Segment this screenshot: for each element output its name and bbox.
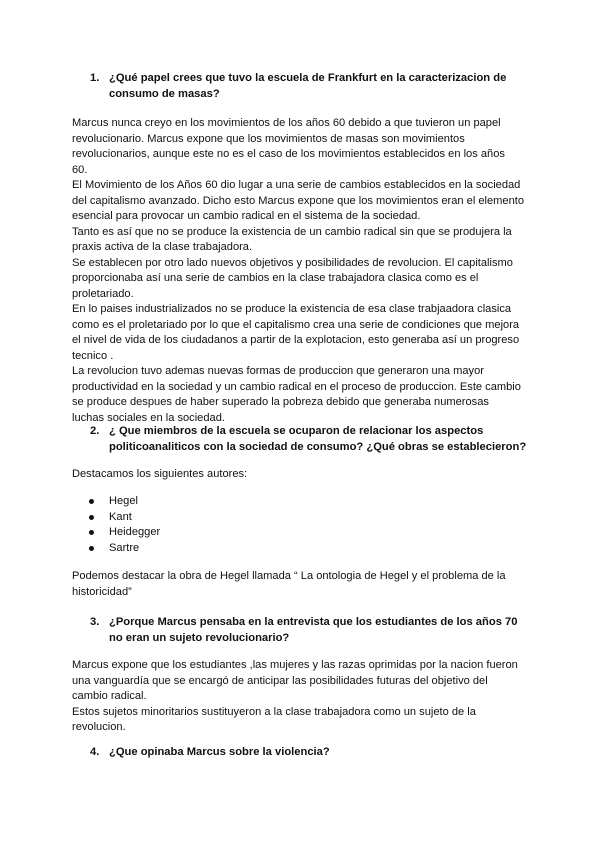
answer-line: Marcus expone que los estudiantes ,las mujeres y las razas oprimidas por la nacion fueron bbox=[72, 659, 518, 671]
answer-1 bbox=[72, 116, 537, 426]
answer-line: Marcus nunca creyo en los movimientos de los años 60 debido a que tuvieron un papel bbox=[72, 117, 501, 129]
answer-3 bbox=[72, 658, 537, 736]
answer-2-intro bbox=[72, 467, 537, 483]
question-number: 2. bbox=[90, 425, 100, 437]
question-line: ¿Porque Marcus pensaba en la entrevista que los estudiantes de los años 70 bbox=[109, 616, 518, 628]
question-line: ¿Que opinaba Marcus sobre la violencia? bbox=[109, 746, 330, 758]
question-4 bbox=[90, 744, 530, 760]
answer-line: una vanguardía que se encargó de anticipar las posibilidades futuras del objetivo del bbox=[72, 674, 488, 687]
answer-2-conclusion bbox=[72, 569, 537, 600]
answer-line: esencial para provocar un cambio radical en el sistema de la sociedad. bbox=[72, 210, 421, 222]
answer-line: Destacamos los siguientes autores: bbox=[72, 468, 248, 480]
list-item bbox=[72, 494, 160, 510]
answer-line: proporcionaba así una serie de cambios en la clase trabajadora clasica como es el bbox=[72, 272, 479, 284]
authors-list bbox=[72, 494, 160, 556]
author-name: Hegel bbox=[109, 495, 138, 507]
answer-line: El Movimiento de los Años 60 dio lugar a una serie de cambios establecidos en la sociedad bbox=[72, 179, 521, 191]
answer-line: Podemos destacar la obra de Hegel llamada “ La ontologia de Hegel y el problema de la bbox=[72, 570, 506, 582]
answer-line: revolucion. bbox=[72, 721, 126, 733]
answer-line: cambio radical. bbox=[72, 690, 147, 702]
answer-line: En lo paises industrializados no se produce la existencia de esa clase trabjaadora clasica bbox=[72, 303, 512, 315]
list-item bbox=[72, 541, 160, 557]
bullet-icon bbox=[89, 515, 94, 520]
question-number: 1. bbox=[90, 72, 100, 84]
answer-line: revolucionario. Marcus expone que los movimientos de masas son movimientos bbox=[72, 132, 465, 145]
question-line: consumo de masas? bbox=[109, 88, 220, 100]
question-number: 3. bbox=[90, 616, 100, 628]
answer-line: historicidad” bbox=[72, 585, 132, 598]
answer-line: luchas sociales en la sociedad. bbox=[72, 411, 225, 424]
answer-line: el nivel de vida de los ciudadanos a partir de la explotacion, esto generaba así un progreso bbox=[72, 334, 520, 346]
answer-line: Tanto es así que no se produce la existencia de un cambio radical sin que se produjera la bbox=[72, 225, 512, 238]
question-line: no eran un sujeto revolucionario? bbox=[109, 632, 290, 644]
question-2 bbox=[90, 423, 530, 455]
answer-line: como es el proletariado por lo que el capitalismo crea una serie de condiciones que mejora bbox=[72, 318, 520, 331]
bullet-icon bbox=[89, 499, 94, 504]
author-name: Heidegger bbox=[109, 526, 161, 538]
question-line: ¿ Que miembros de la escuela se ocuparon de relacionar los aspectos bbox=[109, 425, 484, 437]
answer-line: tecnico . bbox=[72, 349, 114, 362]
answer-line: 60. bbox=[72, 163, 88, 176]
author-name: Sartre bbox=[109, 541, 140, 554]
answer-line: se produce despues de haber superado la pobreza debido que generaba numerosas bbox=[72, 396, 489, 408]
answer-line: praxis activa de la clase trabajadora. bbox=[72, 241, 253, 253]
list-item bbox=[72, 525, 160, 541]
question-1 bbox=[90, 70, 530, 102]
answer-line: Estos sujetos minoritarios sustituyeron a la clase trabajadora como un sujeto de la bbox=[72, 705, 476, 718]
answer-line: proletariado. bbox=[72, 287, 134, 300]
answer-line: Se establecen por otro lado nuevos objetivos y posibilidades de revolucion. El capitalismo bbox=[72, 256, 513, 269]
answer-line: del capitalismo avanzado. Dicho esto Marcus expone que los movimientos eran el elemento bbox=[72, 194, 525, 207]
bullet-icon bbox=[89, 530, 94, 535]
question-line: politicoanaliticos con la sociedad de consumo? ¿Qué obras se establecieron? bbox=[109, 441, 527, 453]
answer-line: productividad en la sociedad y un cambio radical en el proceso de produccion. Este cambio bbox=[72, 380, 521, 393]
list-item bbox=[72, 510, 160, 526]
question-3 bbox=[90, 614, 530, 646]
author-name: Kant bbox=[109, 510, 132, 523]
answer-line: La revolucion tuvo ademas nuevas formas de produccion que generaron una mayor bbox=[72, 365, 484, 377]
bullet-icon bbox=[89, 546, 94, 551]
question-line: ¿Qué papel crees que tuvo la escuela de Frankfurt en la caracterizacion de bbox=[109, 72, 507, 84]
answer-line: revolucionarios, aunque este no es el caso de los movimientos establecidos en los años bbox=[72, 148, 505, 160]
question-number: 4. bbox=[90, 746, 100, 758]
